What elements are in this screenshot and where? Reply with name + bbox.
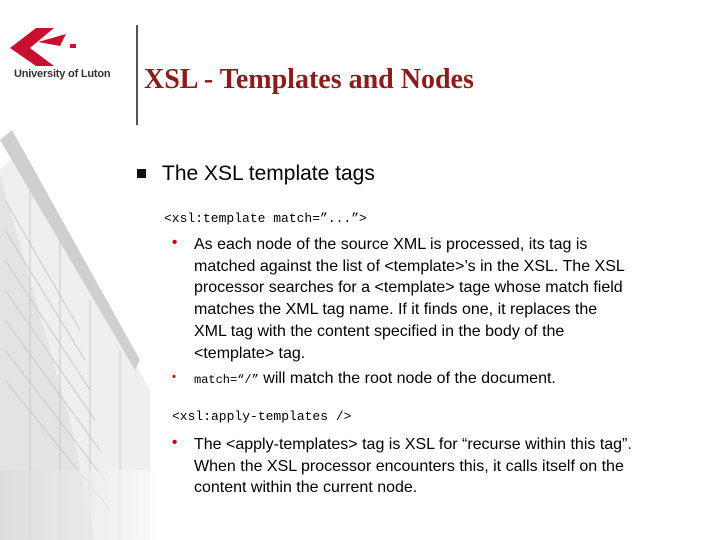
bullet-heading: The XSL template tags [162,162,375,185]
page-title: XSL - Templates and Nodes [144,64,474,95]
sub-bullet-text [194,368,556,392]
square-bullet-icon [137,169,146,178]
code-apply-templates: <xsl:apply-templates /> [172,409,352,424]
bullet-dot-icon: • [172,234,178,251]
sub-bullet-text: As each node of the source XML is processed, its tag is matched against the list of <template>’s in the XSL. The XSL processor searches for a <template> tage whose match field matches the XML tag name. If it finds one, it replaces the XML tag with the content specified in the body of the <template> tag. [194,236,625,362]
logo-text: University of Luton [14,68,111,80]
inline-code: match=“/” [194,373,259,387]
bullet-dot-icon: • [172,371,176,383]
sub-bullet-text: The <apply-templates> tag is XSL for “recurse within this tag”. When the XSL processor encounters this, it calls itself on the content within the current node. [194,436,632,497]
code-template-tag: <xsl:template match=”...”> [164,211,367,226]
bullet-dot-icon: • [172,434,178,451]
header-divider [136,25,138,125]
inline-text: will match the root node of the document. [258,370,556,387]
